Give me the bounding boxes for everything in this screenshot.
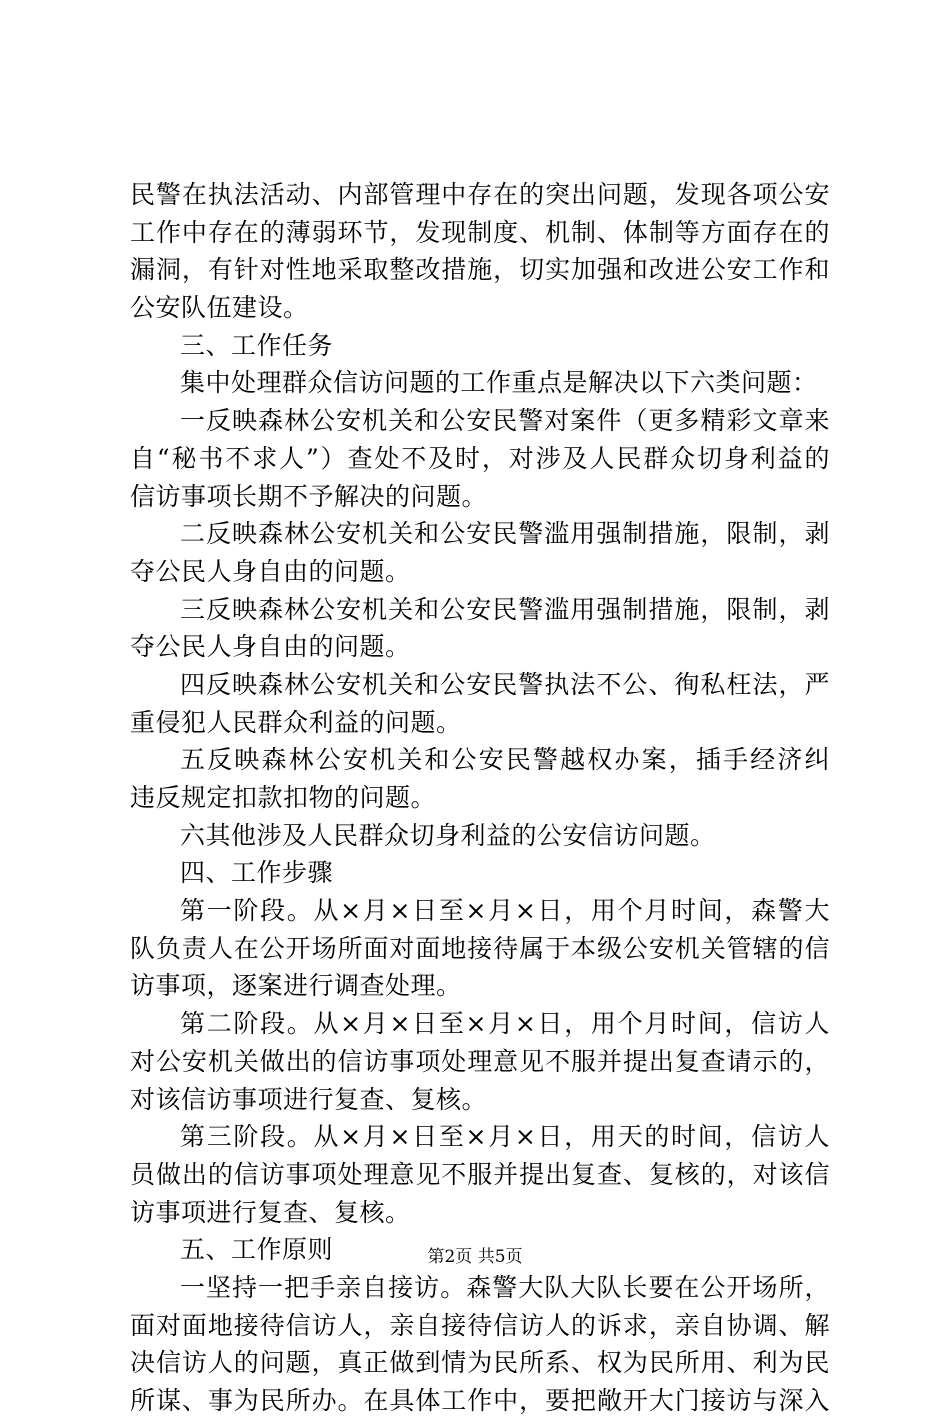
text-line: 公安队伍建设。 [130, 293, 309, 323]
text-line: 三、工作任务 [180, 330, 334, 360]
text-line: 漏洞，有针对性地采取整改措施，切实加强和改进公安工作和 [130, 255, 830, 285]
text-line: 员做出的信访事项处理意见不服并提出复查、复核的，对该信 [130, 1159, 830, 1189]
text-line: 三反映森林公安机关和公安民警滥用强制措施，限制，剥 [180, 594, 830, 624]
text-line: 四反映森林公安机关和公安民警执法不公、徇私枉法，严 [180, 669, 830, 699]
text-line: 访事项，逐案进行调查处理。 [130, 971, 462, 1001]
text-line: 四、工作步骤 [180, 858, 334, 888]
text-line: 所谋、事为民所办。在具体工作中，要把敞开大门接访与深入 [130, 1386, 830, 1415]
text-line: 夺公民人身自由的问题。 [130, 556, 411, 586]
text-line: 民警在执法活动、内部管理中存在的突出问题，发现各项公安 [130, 180, 830, 209]
text-line: 自“秘书不求人”）查处不及时，对涉及人民群众切身利益的 [130, 443, 830, 473]
text-line: 信访事项长期不予解决的问题。 [130, 481, 488, 511]
text-line: 夺公民人身自由的问题。 [130, 632, 411, 662]
text-line: 工作中存在的薄弱环节，发现制度、机制、体制等方面存在的 [130, 217, 830, 247]
text-line: 六其他涉及人民群众切身利益的公安信访问题。 [180, 820, 716, 850]
text-line: 二反映森林公安机关和公安民警滥用强制措施，限制，剥 [180, 519, 830, 549]
text-line: 五、工作原则 [180, 1235, 334, 1265]
page-footer: 第2页 共5页 [427, 1247, 523, 1267]
text-line: 对公安机关做出的信访事项处理意见不服并提出复查请示的， [130, 1046, 830, 1076]
text-line: 一坚持一把手亲自接访。森警大队大队长要在公开场所， [180, 1272, 830, 1302]
text-line: 对该信访事项进行复查、复核。 [130, 1084, 488, 1114]
text-line: 面对面地接待信访人，亲自接待信访人的诉求，亲自协调、解 [130, 1310, 830, 1340]
text-line: 队负责人在公开场所面对面地接待属于本级公安机关管辖的信 [130, 933, 830, 963]
text-line: 违反规定扣款扣物的问题。 [130, 783, 437, 812]
text-line: 决信访人的问题，真正做到情为民所系、权为民所用、利为民 [130, 1348, 830, 1378]
text-line: 集中处理群众信访问题的工作重点是解决以下六类问题： [180, 368, 818, 398]
document-body [130, 176, 830, 1420]
text-line: 第三阶段。从×月×日至×月×日，用天的时间，信访人 [180, 1122, 830, 1152]
text-line: 访事项进行复查、复核。 [130, 1197, 411, 1227]
text-line: 一反映森林公安机关和公安民警对案件（更多精彩文章来 [180, 406, 830, 436]
text-line: 五反映森林公安机关和公安民警越权办案，插手经济纠 [180, 745, 830, 775]
text-line: 重侵犯人民群众利益的问题。 [130, 707, 462, 737]
text-line: 第二阶段。从×月×日至×月×日，用个月时间，信访人 [180, 1009, 830, 1039]
text-line: 第一阶段。从×月×日至×月×日，用个月时间，森警大 [180, 896, 830, 926]
